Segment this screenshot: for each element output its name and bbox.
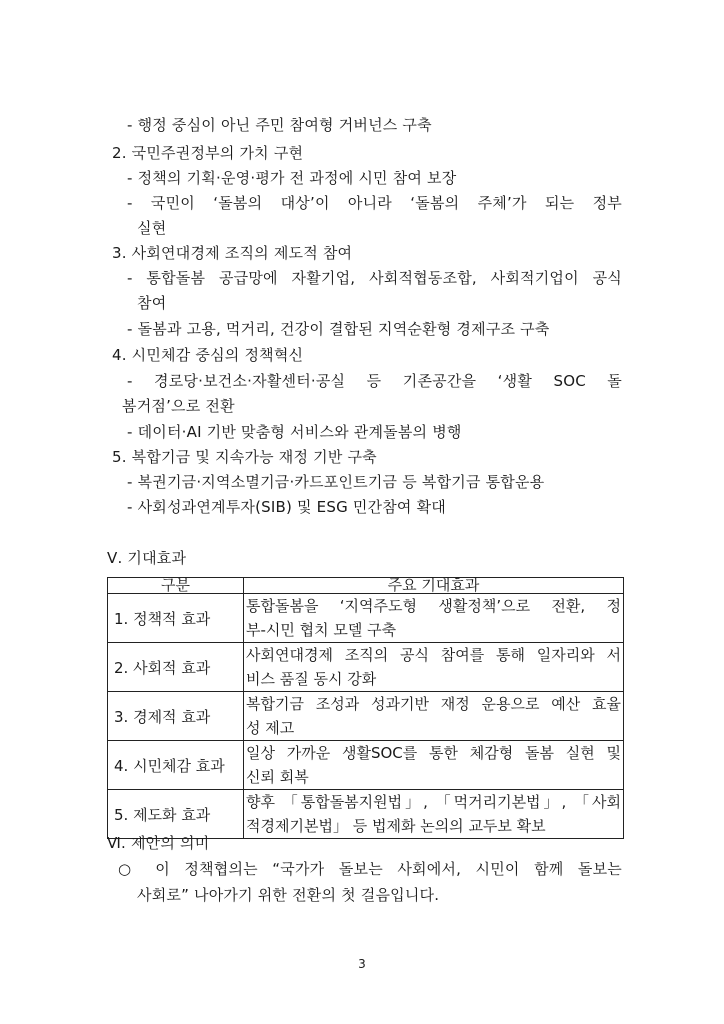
table-cell-effect <box>244 790 624 839</box>
bullet-line: - 통합돌봄 공급망에 자활기업, 사회적협동조합, 사회적기업이 공식 <box>127 269 622 287</box>
effect-line: 복합기금 조성과 성과기반 재정 운용으로 예산 효율 <box>246 695 621 713</box>
table-header: 구분 <box>108 578 244 594</box>
bullet-line: - 돌봄과 고용, 먹거리, 건강이 결합된 지역순환형 경제구조 구축 <box>127 320 550 338</box>
effect-line: 성 제고 <box>246 719 295 737</box>
bullet-continuation: 봄거점’으로 전환 <box>122 397 235 415</box>
table-cell-category: 1. 정책적 효과 <box>108 594 244 643</box>
bullet-continuation: 참여 <box>137 294 167 312</box>
table-cell-effect <box>244 692 624 741</box>
table-cell-category: 2. 사회적 효과 <box>108 643 244 692</box>
effect-line: 일상 가까운 생활SOC를 통한 체감형 돌봄 실현 및 <box>246 744 621 762</box>
table-cell-effect <box>244 643 624 692</box>
section-heading: Ⅵ. 제안의 의미 <box>107 834 210 852</box>
section-heading: Ⅴ. 기대효과 <box>107 549 187 567</box>
item-title: 3. 사회연대경제 조직의 제도적 참여 <box>112 244 353 262</box>
table-row <box>108 594 624 643</box>
table-row <box>108 643 624 692</box>
bullet-line: - 정책의 기획·운영·평가 전 과정에 시민 참여 보장 <box>127 169 457 187</box>
bullet-continuation: 실현 <box>137 219 167 237</box>
table-cell-effect <box>244 741 624 790</box>
table-cell-category: 5. 제도화 효과 <box>108 790 244 839</box>
page-number: 3 <box>358 957 366 971</box>
proposal-meaning-line: 사회로” 나아가기 위한 전환의 첫 걸음입니다. <box>137 886 440 904</box>
table-cell-category: 4. 시민체감 효과 <box>108 741 244 790</box>
item-title: 2. 국민주권정부의 가치 구현 <box>112 144 304 162</box>
effect-line: 사회연대경제 조직의 공식 참여를 통해 일자리와 서 <box>246 646 621 664</box>
effect-line: 향후 「통합돌봄지원법」, 「먹거리기본법」, 「사회 <box>246 793 621 811</box>
bullet-line: - 복권기금·지역소멸기금·카드포인트기금 등 복합기금 통합운용 <box>127 473 545 491</box>
effect-line: 적경제기본법」 등 법제화 논의의 교두보 확보 <box>246 817 546 835</box>
item-title: 4. 시민체감 중심의 정책혁신 <box>112 346 304 364</box>
effect-line: 통합돌봄을 ‘지역주도형 생활정책’으로 전환, 정 <box>246 597 621 615</box>
bullet-line: - 데이터·AI 기반 맞춤형 서비스와 관계돌봄의 병행 <box>127 423 462 441</box>
effect-line: 비스 품질 동시 강화 <box>246 670 377 688</box>
table-cell-effect <box>244 594 624 643</box>
item-title: 5. 복합기금 및 지속가능 재정 기반 구축 <box>112 448 377 466</box>
table-row <box>108 741 624 790</box>
effect-line: 신뢰 회복 <box>246 768 309 786</box>
bullet-line: - 경로당·보건소·자활센터·공실 등 기존공간을 ‘생활 SOC 돌 <box>127 372 622 390</box>
expected-effects-table <box>107 577 624 839</box>
table-cell-category: 3. 경제적 효과 <box>108 692 244 741</box>
table-header-row <box>108 578 624 594</box>
effect-line: 부-시민 협치 모델 구축 <box>246 621 397 639</box>
proposal-meaning-line: ○ 이 정책협의는 “국가가 돌보는 사회에서, 시민이 함께 돌보는 <box>118 860 622 878</box>
bullet-line: - 국민이 ‘돌봄의 대상’이 아니라 ‘돌봄의 주체’가 되는 정부 <box>127 194 622 212</box>
table-header: 주요 기대효과 <box>244 578 624 594</box>
bullet-line: - 행정 중심이 아닌 주민 참여형 거버넌스 구축 <box>127 116 432 134</box>
bullet-line: - 사회성과연계투자(SIB) 및 ESG 민간참여 확대 <box>127 498 446 516</box>
table-row <box>108 692 624 741</box>
